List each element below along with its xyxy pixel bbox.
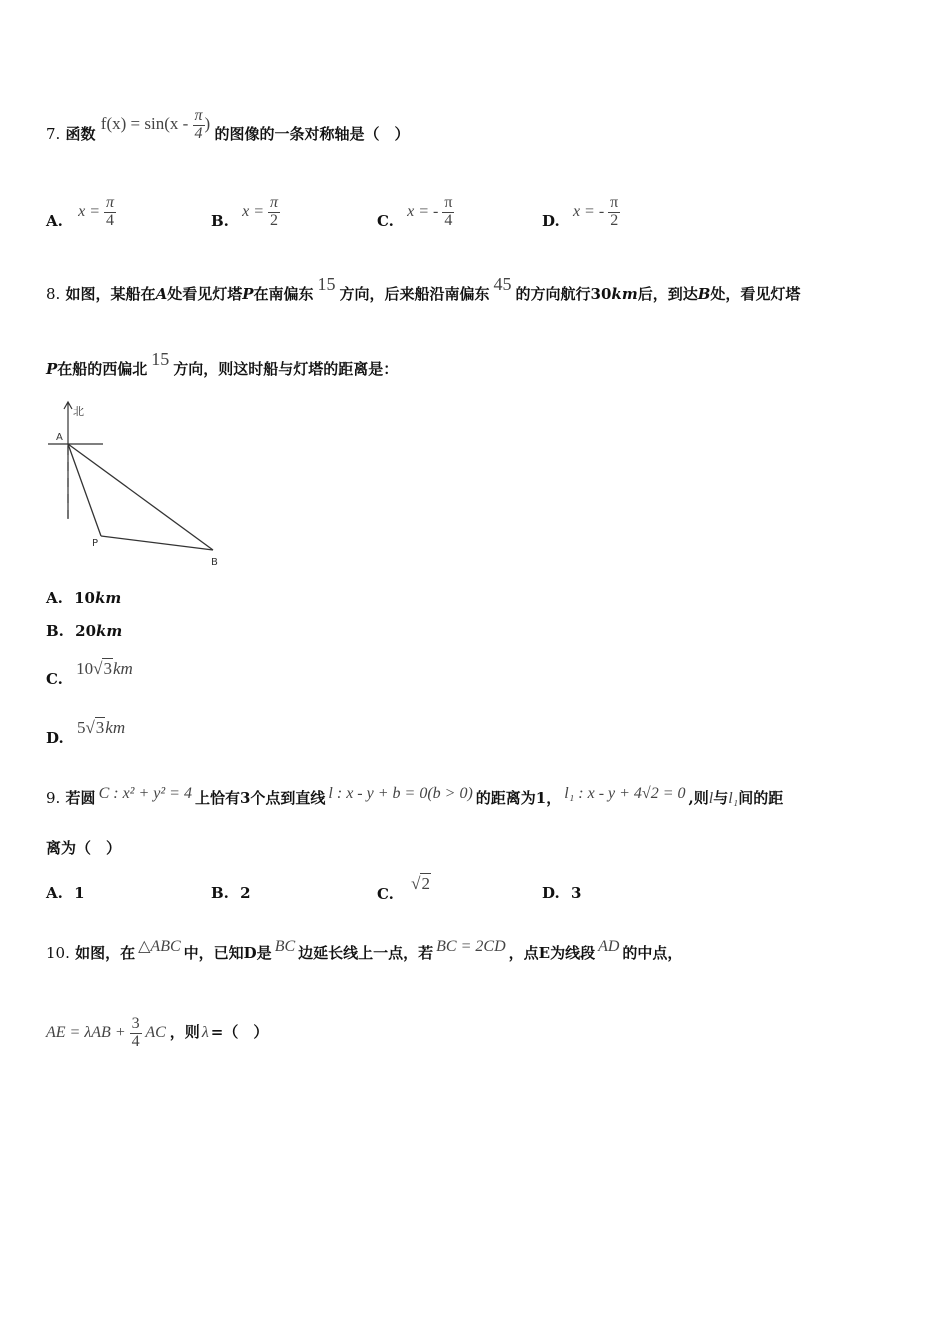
q8-option-d-rad: 3 xyxy=(95,718,105,737)
q8-option-c-label: C. xyxy=(46,670,63,688)
q7-option-b[interactable] xyxy=(211,188,280,240)
q7-lead: 函数 xyxy=(65,125,96,144)
q8-t6: 后，到达 xyxy=(637,285,698,303)
q7-func-frac xyxy=(193,108,205,143)
q9-option-d-label: D. xyxy=(542,884,560,902)
q7-frac-den: 4 xyxy=(194,124,203,142)
q10-equation xyxy=(46,1015,170,1050)
q10-t2: 中，已知 xyxy=(183,944,244,962)
q7-option-d-label: D. xyxy=(542,212,560,230)
q10-t7: 的中点， xyxy=(622,944,683,962)
q8-deg2: 45 xyxy=(493,274,512,294)
q8-option-c[interactable] xyxy=(46,659,133,689)
q8-figure xyxy=(40,398,230,573)
q8-option-b-unit: km xyxy=(96,622,123,640)
q8-line2-t1: 在船的西偏北 xyxy=(57,360,148,378)
q7-func-close: ) xyxy=(204,114,211,134)
q7-option-c-den: 4 xyxy=(444,211,453,229)
q8-deg1: 15 xyxy=(317,274,336,294)
q8-option-c-rad: 3 xyxy=(103,659,112,678)
q7-tail: 的图像的一条对称轴是（ ） xyxy=(214,125,410,144)
q7-option-c-lhs: x = - xyxy=(407,203,439,220)
q9-t3: 个点到直线 xyxy=(250,789,326,807)
q10-relation: BC = 2CD xyxy=(436,938,506,955)
q8-figure-ab-line xyxy=(68,444,213,550)
q8-option-c-expr xyxy=(76,659,133,678)
q7-option-b-label: B. xyxy=(211,212,229,230)
q8-line2-p: P xyxy=(46,360,58,378)
q7-option-d-den: 2 xyxy=(610,211,619,229)
q8-dist: 30 xyxy=(590,285,612,303)
q8-line2-t2: 方向，则这时船与灯塔的距离是： xyxy=(173,360,399,378)
q10-bc: BC xyxy=(274,938,296,955)
q8-option-c-coef: 10 xyxy=(76,659,94,678)
q10-t5: ，点 xyxy=(508,944,539,962)
q8-stem-line2 xyxy=(46,349,399,379)
q9-circle-eq: C : x² + y² = 4 xyxy=(98,785,192,802)
q8-option-b-value: 20 xyxy=(75,622,97,640)
q9-option-c-expr xyxy=(411,874,431,893)
q7-option-c-num: π xyxy=(444,194,453,212)
q8-stem-line1 xyxy=(46,274,801,304)
q10-d: D xyxy=(243,944,257,962)
q9-option-d-value: 3 xyxy=(570,884,582,902)
q10-eq-rhs: AC xyxy=(145,1023,166,1041)
q10-eq-frac xyxy=(130,1016,142,1051)
q8-figure-label-north: 北 xyxy=(73,405,84,418)
q9-line-l1-eq: l₁ : x - y + 4√2 = 0 xyxy=(564,785,686,802)
q8-option-a-value: 10 xyxy=(74,589,95,607)
q8-t4: 方向，后来船沿南偏东 xyxy=(339,285,490,303)
q8-dist-unit: km xyxy=(611,285,638,303)
q8-option-b[interactable] xyxy=(46,622,122,640)
q8-figure-label-a: A xyxy=(56,432,63,443)
q7-option-c-expr xyxy=(407,194,454,229)
q10-number: 10. xyxy=(46,944,70,962)
q7-option-a-label: A. xyxy=(46,212,63,230)
q9-t4: 的距离为 xyxy=(475,789,536,807)
q9-option-c[interactable] xyxy=(377,874,431,904)
q7-option-c[interactable] xyxy=(377,188,454,240)
q7-option-d-num: π xyxy=(610,194,619,212)
q9-option-b-value: 2 xyxy=(240,884,251,902)
q7-option-d-lhs: x = - xyxy=(572,203,605,220)
q10-eq-lhs: AE = λAB + xyxy=(46,1023,126,1041)
q8-option-a-label: A. xyxy=(46,589,63,607)
q8-point-a: A xyxy=(155,285,168,303)
q9-option-d[interactable] xyxy=(542,884,581,902)
q9-t7: 间的距 xyxy=(738,789,784,807)
q7-option-b-frac xyxy=(268,195,280,230)
q10-stem-line1 xyxy=(46,938,683,963)
q8-option-d-sqrt-icon: √ xyxy=(85,718,95,737)
q8-t2: 处看见灯塔 xyxy=(167,285,243,303)
q9-option-c-rad: 2 xyxy=(421,874,430,893)
q10-triangle: △ABC xyxy=(138,938,181,955)
q9-one: 1 xyxy=(535,789,547,807)
q9-stem-line2: 离为（ ） xyxy=(46,839,122,857)
q7-func xyxy=(100,107,215,142)
q10-t4: 边延长线上一点，若 xyxy=(298,944,434,962)
q7-option-a-expr xyxy=(78,194,116,229)
q9-option-b-label: B. xyxy=(211,884,229,902)
q9-t1: 若圆 xyxy=(65,789,96,807)
q8-point-b: B xyxy=(697,285,711,303)
q8-option-d-unit: km xyxy=(105,718,126,737)
q10-lambda: λ xyxy=(201,1023,209,1041)
q9-t2: 上恰有 xyxy=(194,789,240,807)
q10-t8: ，则 xyxy=(169,1022,200,1041)
q10-t1: 如图，在 xyxy=(75,944,136,962)
q9-stem-line1 xyxy=(46,787,783,808)
q7-option-d-expr xyxy=(572,194,620,229)
q10-t6: 为线段 xyxy=(550,944,596,962)
q8-option-b-label: B. xyxy=(46,622,64,640)
q7-frac-num: π xyxy=(194,107,203,124)
q8-option-c-unit: km xyxy=(112,659,133,678)
q8-option-d[interactable] xyxy=(46,718,126,748)
q7-option-a-num: π xyxy=(106,194,115,212)
q7-option-d[interactable] xyxy=(542,188,620,240)
q7-option-b-expr xyxy=(242,194,280,229)
q8-option-c-sqrt-icon: √ xyxy=(93,659,103,678)
q7-option-b-num: π xyxy=(270,194,279,212)
q7-option-d-frac xyxy=(608,195,620,230)
q7-option-a-frac xyxy=(104,195,116,230)
q9-option-a[interactable] xyxy=(46,884,85,902)
q10-t3: 是 xyxy=(256,944,272,962)
q7-stem xyxy=(46,107,410,153)
q9-line-l-eq: l : x - y + b = 0(b > 0) xyxy=(328,785,473,802)
q9-l: l xyxy=(708,790,714,807)
q7-option-c-frac xyxy=(442,195,454,230)
q8-option-d-expr xyxy=(77,718,125,737)
q8-figure-label-b: B xyxy=(211,557,218,568)
q7-option-a[interactable] xyxy=(46,188,116,240)
q8-number: 8. xyxy=(46,285,61,303)
q7-option-a-den: 4 xyxy=(106,211,115,229)
q9-option-a-value: 1 xyxy=(74,884,85,902)
q7-func-lhs: f(x) = sin(x - xyxy=(100,114,189,134)
q9-option-a-label: A. xyxy=(46,884,63,902)
q7-option-b-lhs: x = xyxy=(242,203,265,220)
q8-t1: 如图，某船在 xyxy=(65,285,156,303)
q9-l1: l₁ xyxy=(728,790,739,807)
q8-t5: 的方向航行 xyxy=(515,285,591,303)
q9-t6: 与 xyxy=(713,789,729,807)
q9-comma: ， xyxy=(546,789,562,807)
q10-eq-num: 3 xyxy=(131,1015,140,1032)
q7-option-a-lhs: x = xyxy=(78,203,101,220)
q10-e: E xyxy=(538,944,551,962)
q10-ad: AD xyxy=(598,938,620,955)
q9-count: 3 xyxy=(239,789,251,807)
q9-option-b[interactable] xyxy=(211,884,251,902)
q9-number: 9. xyxy=(46,789,61,807)
q8-option-a[interactable] xyxy=(46,589,121,607)
q8-t3: 在南偏东 xyxy=(253,285,314,303)
q9-t5: ,则 xyxy=(688,789,709,807)
q9-option-c-label: C. xyxy=(377,885,394,903)
q10-eq-den: 4 xyxy=(131,1032,140,1050)
q7-option-c-label: C. xyxy=(377,212,394,230)
q9-option-c-sqrt-icon: √ xyxy=(411,874,421,893)
q7-option-b-den: 2 xyxy=(270,211,279,229)
q7-number: 7. xyxy=(46,125,61,144)
q8-figure-label-p: P xyxy=(92,538,99,549)
q10-t9: =（ ） xyxy=(210,1022,269,1041)
q8-point-p: P xyxy=(242,285,254,303)
q8-figure-ap-line xyxy=(68,444,101,536)
q10-stem-line2 xyxy=(46,1016,268,1051)
q8-t7: 处，看见灯塔 xyxy=(710,285,801,303)
q8-option-d-label: D. xyxy=(46,729,64,747)
q8-option-d-coef: 5 xyxy=(76,718,86,737)
q8-option-a-unit: km xyxy=(94,589,122,607)
q8-deg3: 15 xyxy=(151,349,170,369)
